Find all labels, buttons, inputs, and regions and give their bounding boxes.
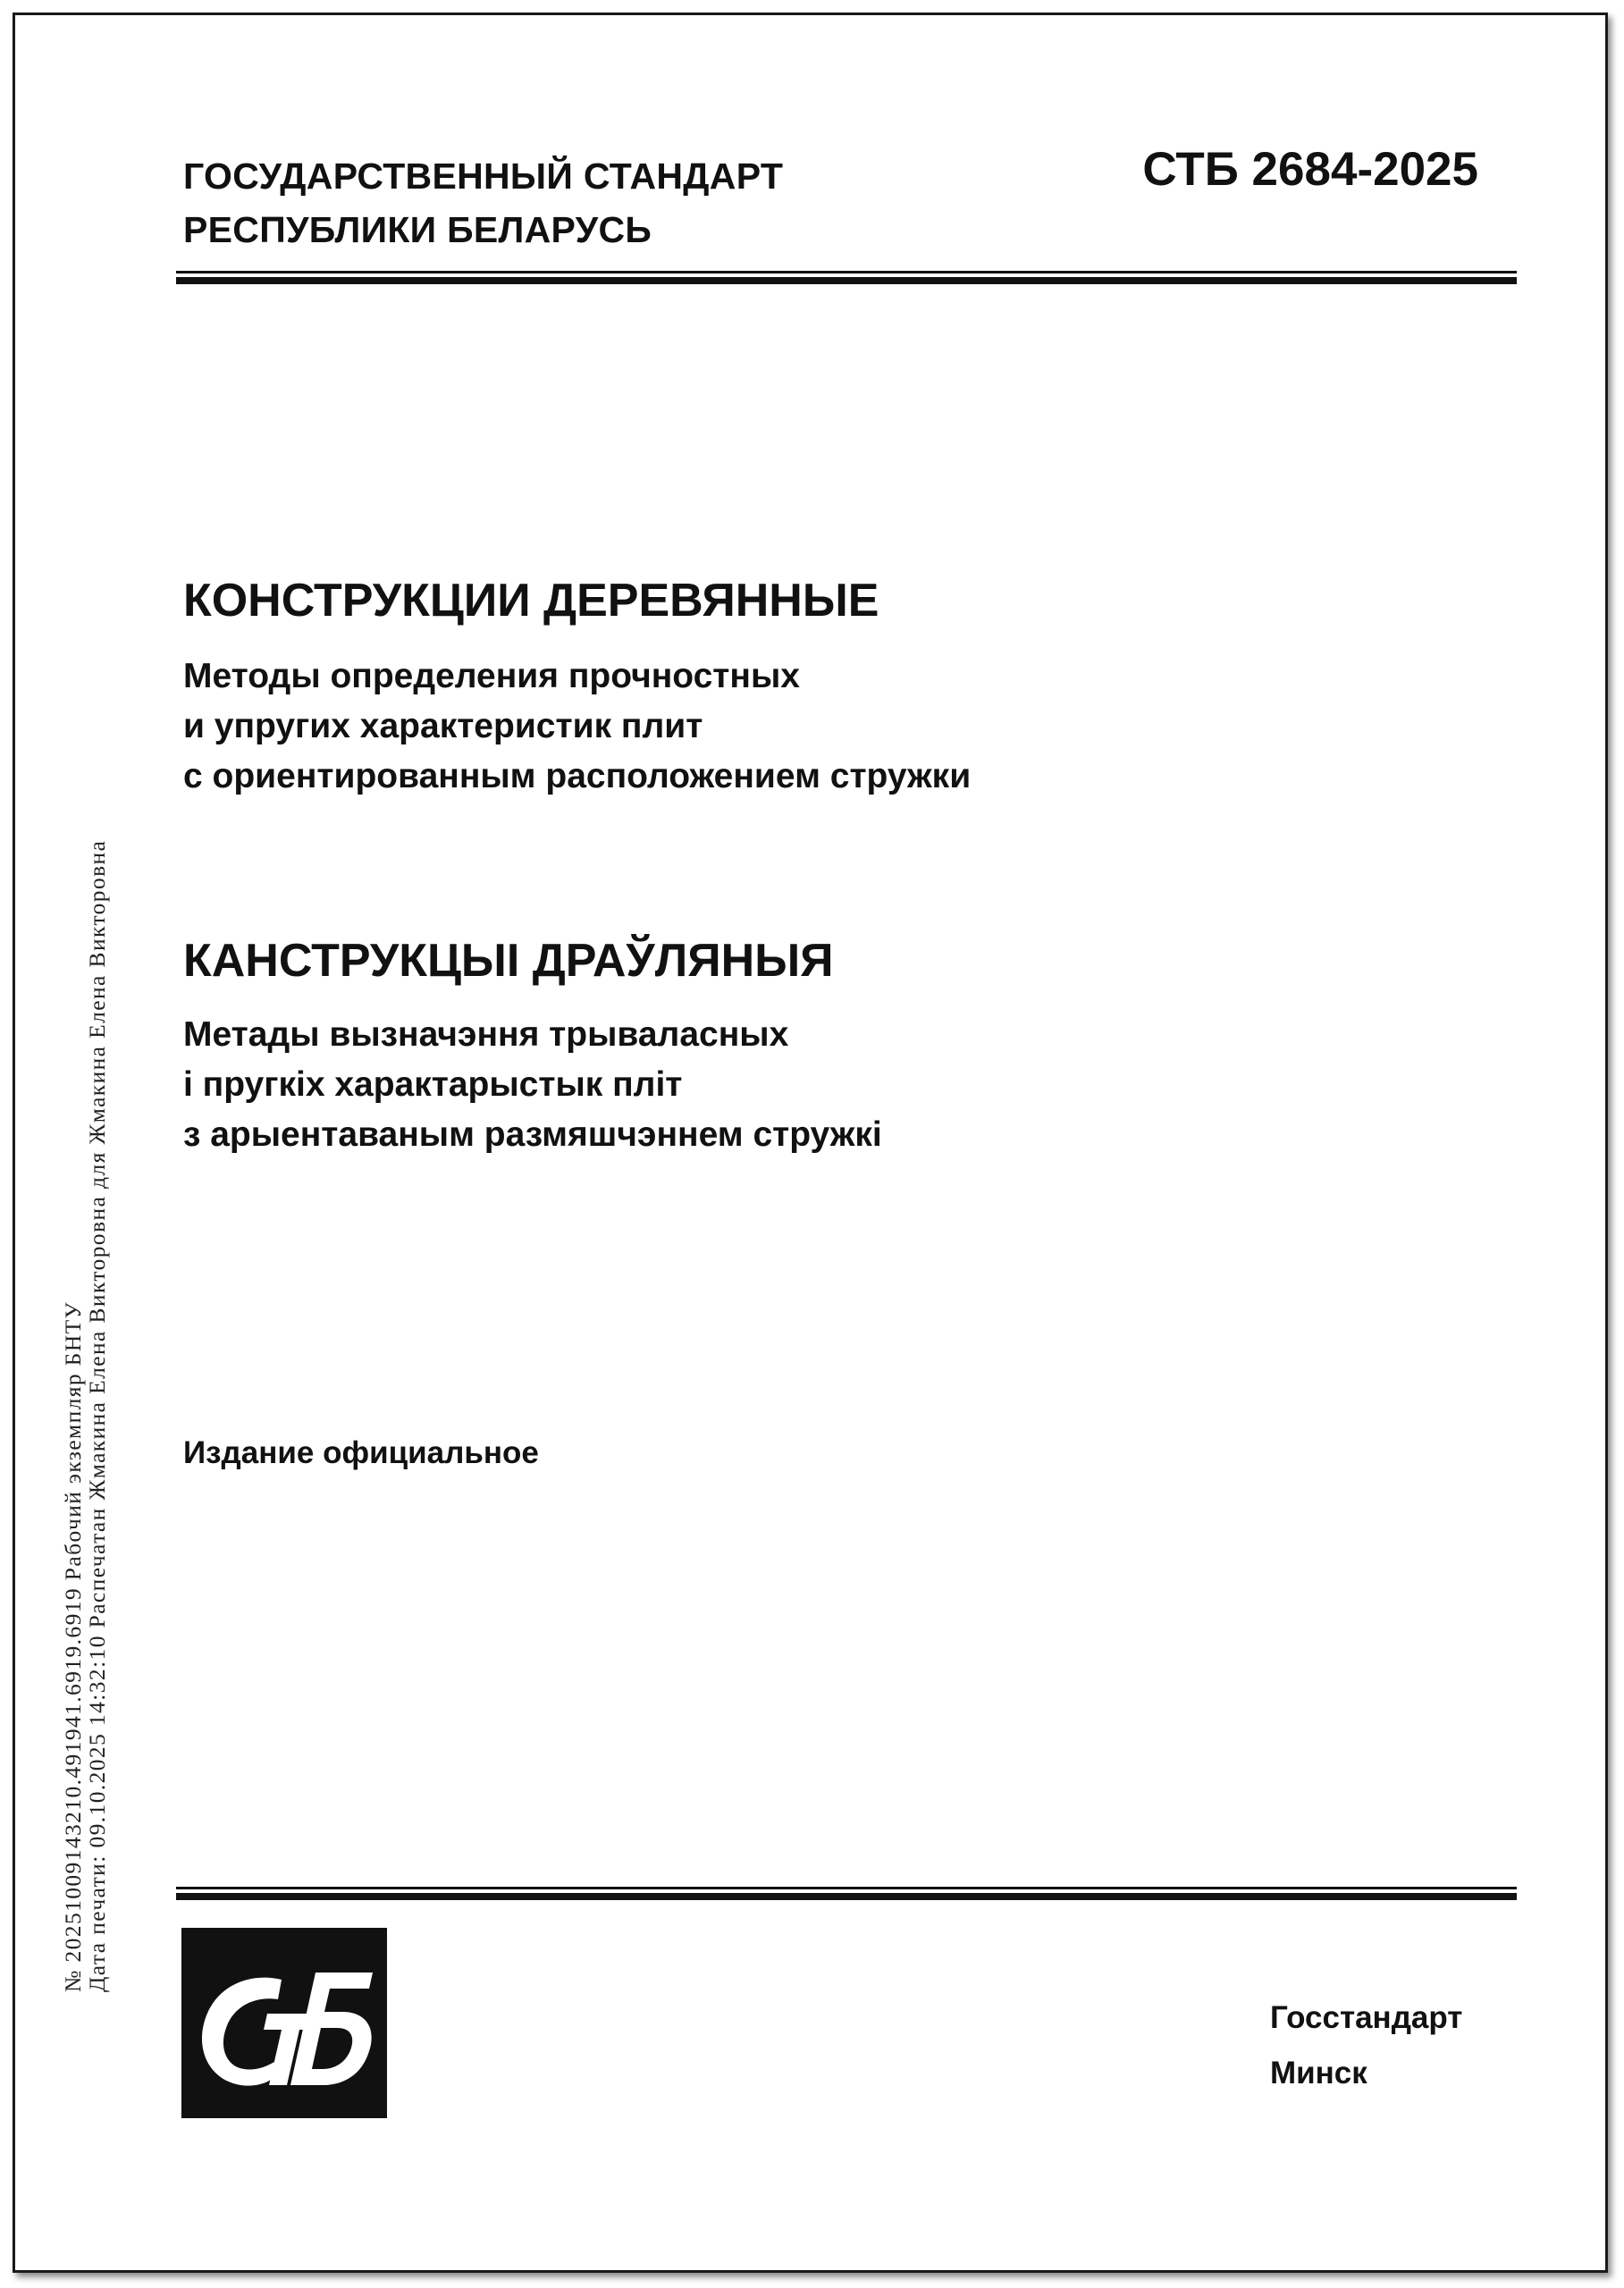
publisher-block — [1270, 1990, 1462, 2101]
print-stamp-line-1: № 20251009143210.491941.6919.6919 Рабочий экземпляр БНТУ — [60, 1300, 86, 1992]
title-belarusian: КАНСТРУКЦЫІ ДРАЎЛЯНЫЯ — [183, 935, 834, 987]
subtitle-belarusian — [183, 1010, 882, 1160]
header-divider-thin — [176, 271, 1517, 273]
standard-type-heading — [183, 149, 783, 257]
stb-logo-mark — [181, 1928, 387, 2118]
publisher-name: Госстандарт — [1270, 2000, 1463, 2035]
footer-divider-thin — [176, 1887, 1517, 1889]
header-divider-thick — [176, 277, 1517, 284]
print-stamp-line-2: Дата печати: 09.10.2025 14:32:10 Распечатан Жмакина Елена Викторовна для Жмакина Елена Викторовна — [84, 839, 110, 1992]
publisher-city: Минск — [1270, 2056, 1367, 2090]
subtitle-russian-line: с ориентированным расположением стружки — [183, 757, 972, 795]
standard-type-line-1: ГОСУДАРСТВЕННЫЙ СТАНДАРТ — [183, 156, 784, 197]
subtitle-belarusian-line: Метады вызначэння трываласных — [183, 1015, 789, 1054]
edition-label: Издание официальное — [183, 1435, 539, 1470]
standard-type-line-2: РЕСПУБЛИКИ БЕЛАРУСЬ — [183, 209, 652, 250]
subtitle-russian — [183, 652, 971, 802]
subtitle-russian-line: и упругих характеристик плит — [183, 707, 703, 745]
subtitle-russian-line: Методы определения прочностных — [183, 657, 800, 695]
stb-logo — [181, 1928, 387, 2118]
title-russian: КОНСТРУКЦИИ ДЕРЕВЯННЫЕ — [183, 575, 879, 627]
footer-divider-thick — [176, 1893, 1517, 1900]
standard-code: СТБ 2684-2025 — [1142, 143, 1478, 196]
print-stamp-vertical — [61, 634, 109, 1992]
document-page — [13, 13, 1608, 2273]
subtitle-belarusian-line: з арыентаваным размяшчэннем стружкі — [183, 1115, 882, 1154]
subtitle-belarusian-line: і пругкіх характарыстык пліт — [183, 1065, 683, 1104]
